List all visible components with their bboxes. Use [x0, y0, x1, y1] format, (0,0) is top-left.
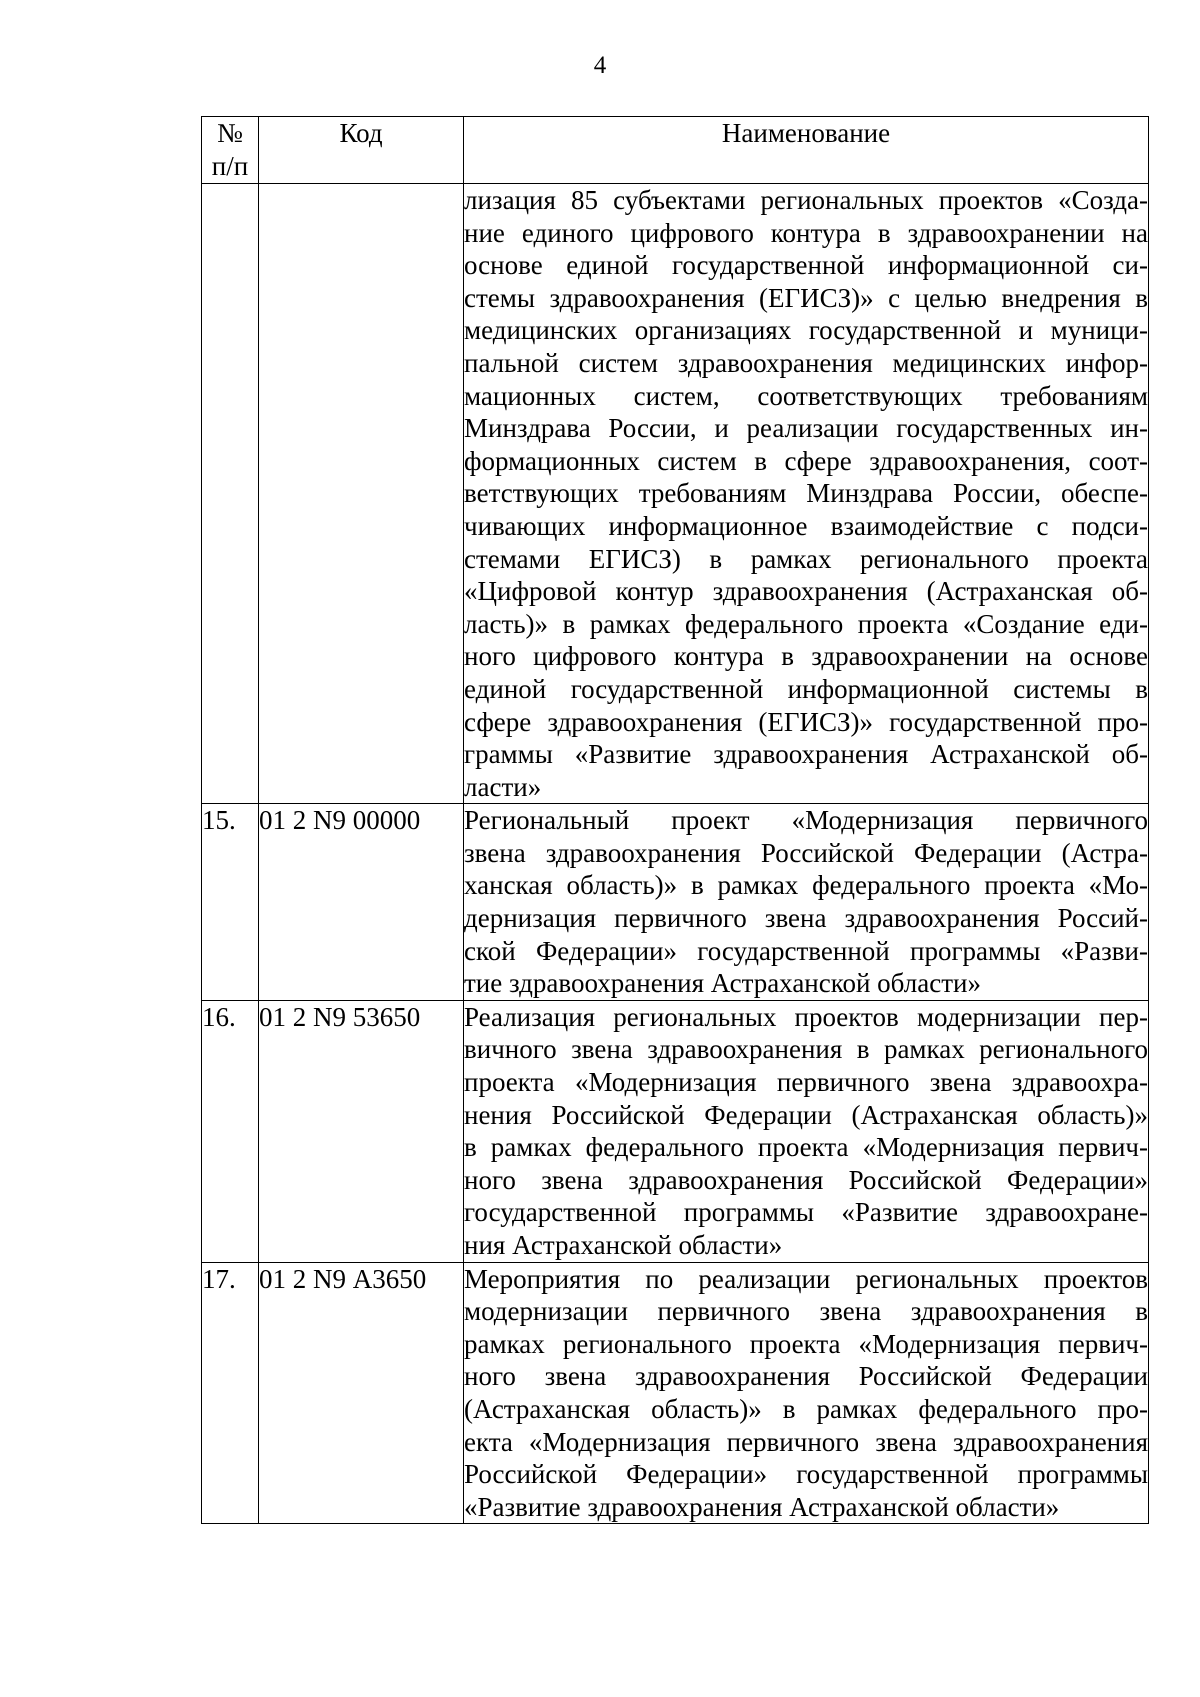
name-line: звена здравоохранения Российской Федерации (Астра- [464, 837, 1148, 868]
name-line: (Астраханская область)» в рамках федерального про- [464, 1393, 1148, 1424]
budget-classification-table [201, 116, 1149, 1524]
header-number-symbol: № [217, 118, 243, 148]
name-line: рамках регионального проекта «Модернизация первич- [464, 1328, 1148, 1359]
name-line: формационных систем в сфере здравоохранения, соот- [464, 445, 1148, 476]
name-line: единой государственной информационной системы в [464, 673, 1148, 704]
name-line: Мероприятия по реализации региональных проектов [464, 1263, 1148, 1294]
table-body [202, 184, 1149, 1524]
name-line: «Цифровой контур здравоохранения (Астраханская об- [464, 576, 1148, 607]
name-line: «Развитие здравоохранения Астраханской области» [464, 1491, 1060, 1522]
name-line: лизация 85 субъектами региональных проектов «Созда- [464, 185, 1148, 215]
name-line: Российской Федерации» государственной программы [464, 1459, 1148, 1490]
page-number: 4 [593, 52, 607, 79]
row-number: 15. [202, 804, 259, 1001]
name-line: государственной программы «Развитие здравоохране- [464, 1197, 1148, 1228]
name-line: стемы здравоохранения (ЕГИСЗ)» с целью внедрения в [464, 282, 1148, 313]
row-number [202, 184, 259, 804]
row-number: 17. [202, 1262, 259, 1524]
name-line: ного звена здравоохранения Российской Федерации [464, 1361, 1148, 1392]
name-line: чивающих информационное взаимодействие с подси- [464, 510, 1148, 541]
name-line: дернизация первичного звена здравоохранения Россий- [464, 903, 1148, 934]
name-line: модернизации первичного звена здравоохранения в [464, 1296, 1148, 1327]
name-line: Реализация региональных проектов модернизации пер- [464, 1001, 1148, 1032]
name-line: в рамках федерального проекта «Модернизация первич- [464, 1132, 1148, 1163]
row-number: 16. [202, 1000, 259, 1262]
name-line: пальной систем здравоохранения медицинских инфор- [464, 347, 1148, 378]
name-line: граммы «Развитие здравоохранения Астраханской об- [464, 739, 1148, 770]
header-number [202, 117, 259, 184]
row-code: 01 2 N9 00000 [259, 804, 464, 1001]
name-line: сфере здравоохранения (ЕГИСЗ)» государственной про- [464, 706, 1148, 737]
name-line: Минздрава России, и реализации государственных ин- [464, 413, 1148, 444]
name-line: ния Астраханской области» [464, 1230, 783, 1260]
row-name [464, 1000, 1149, 1262]
row-code [259, 184, 464, 804]
name-line: ласть)» в рамках федерального проекта «Создание еди- [464, 608, 1148, 639]
name-line: ласти» [464, 771, 542, 802]
table-header-row [202, 117, 1149, 184]
row-name [464, 804, 1149, 1001]
name-line: ние единого цифрового контура в здравоохранении на [464, 217, 1148, 248]
header-number-pp: п/п [211, 150, 249, 181]
name-line: ветствующих требованиям Минздрава России, обеспе- [464, 478, 1148, 509]
header-name: Наименование [464, 117, 1149, 184]
row-name [464, 184, 1149, 804]
row-name [464, 1262, 1149, 1524]
name-line: вичного звена здравоохранения в рамках регионального [464, 1034, 1148, 1065]
name-line: проекта «Модернизация первичного звена здравоохра- [464, 1067, 1148, 1098]
table-row [202, 1262, 1149, 1524]
name-line: нения Российской Федерации (Астраханская область)» [464, 1099, 1148, 1130]
row-code: 01 2 N9 53650 [259, 1000, 464, 1262]
row-code: 01 2 N9 А3650 [259, 1262, 464, 1524]
name-line: Региональный проект «Модернизация первичного [464, 805, 1148, 836]
name-line: основе единой государственной информационной си- [464, 250, 1148, 281]
table-row [202, 804, 1149, 1001]
table-row [202, 184, 1149, 804]
table-row [202, 1000, 1149, 1262]
name-line: ного цифрового контура в здравоохранении на основе [464, 641, 1148, 672]
name-line: екта «Модернизация первичного звена здравоохранения [464, 1426, 1148, 1457]
name-line: стемами ЕГИСЗ) в рамках регионального проекта [464, 543, 1148, 574]
header-code: Код [259, 117, 464, 184]
name-line: тие здравоохранения Астраханской области» [464, 968, 981, 999]
name-line: медицинских организациях государственной и муници- [464, 315, 1148, 346]
name-line: ской Федерации» государственной программы «Разви- [464, 935, 1148, 966]
name-line: ханская область)» в рамках федерального проекта «Мо- [464, 870, 1148, 901]
name-line: мационных систем, соответствующих требованиям [464, 380, 1148, 411]
name-line: ного звена здравоохранения Российской Федерации» [464, 1164, 1148, 1195]
